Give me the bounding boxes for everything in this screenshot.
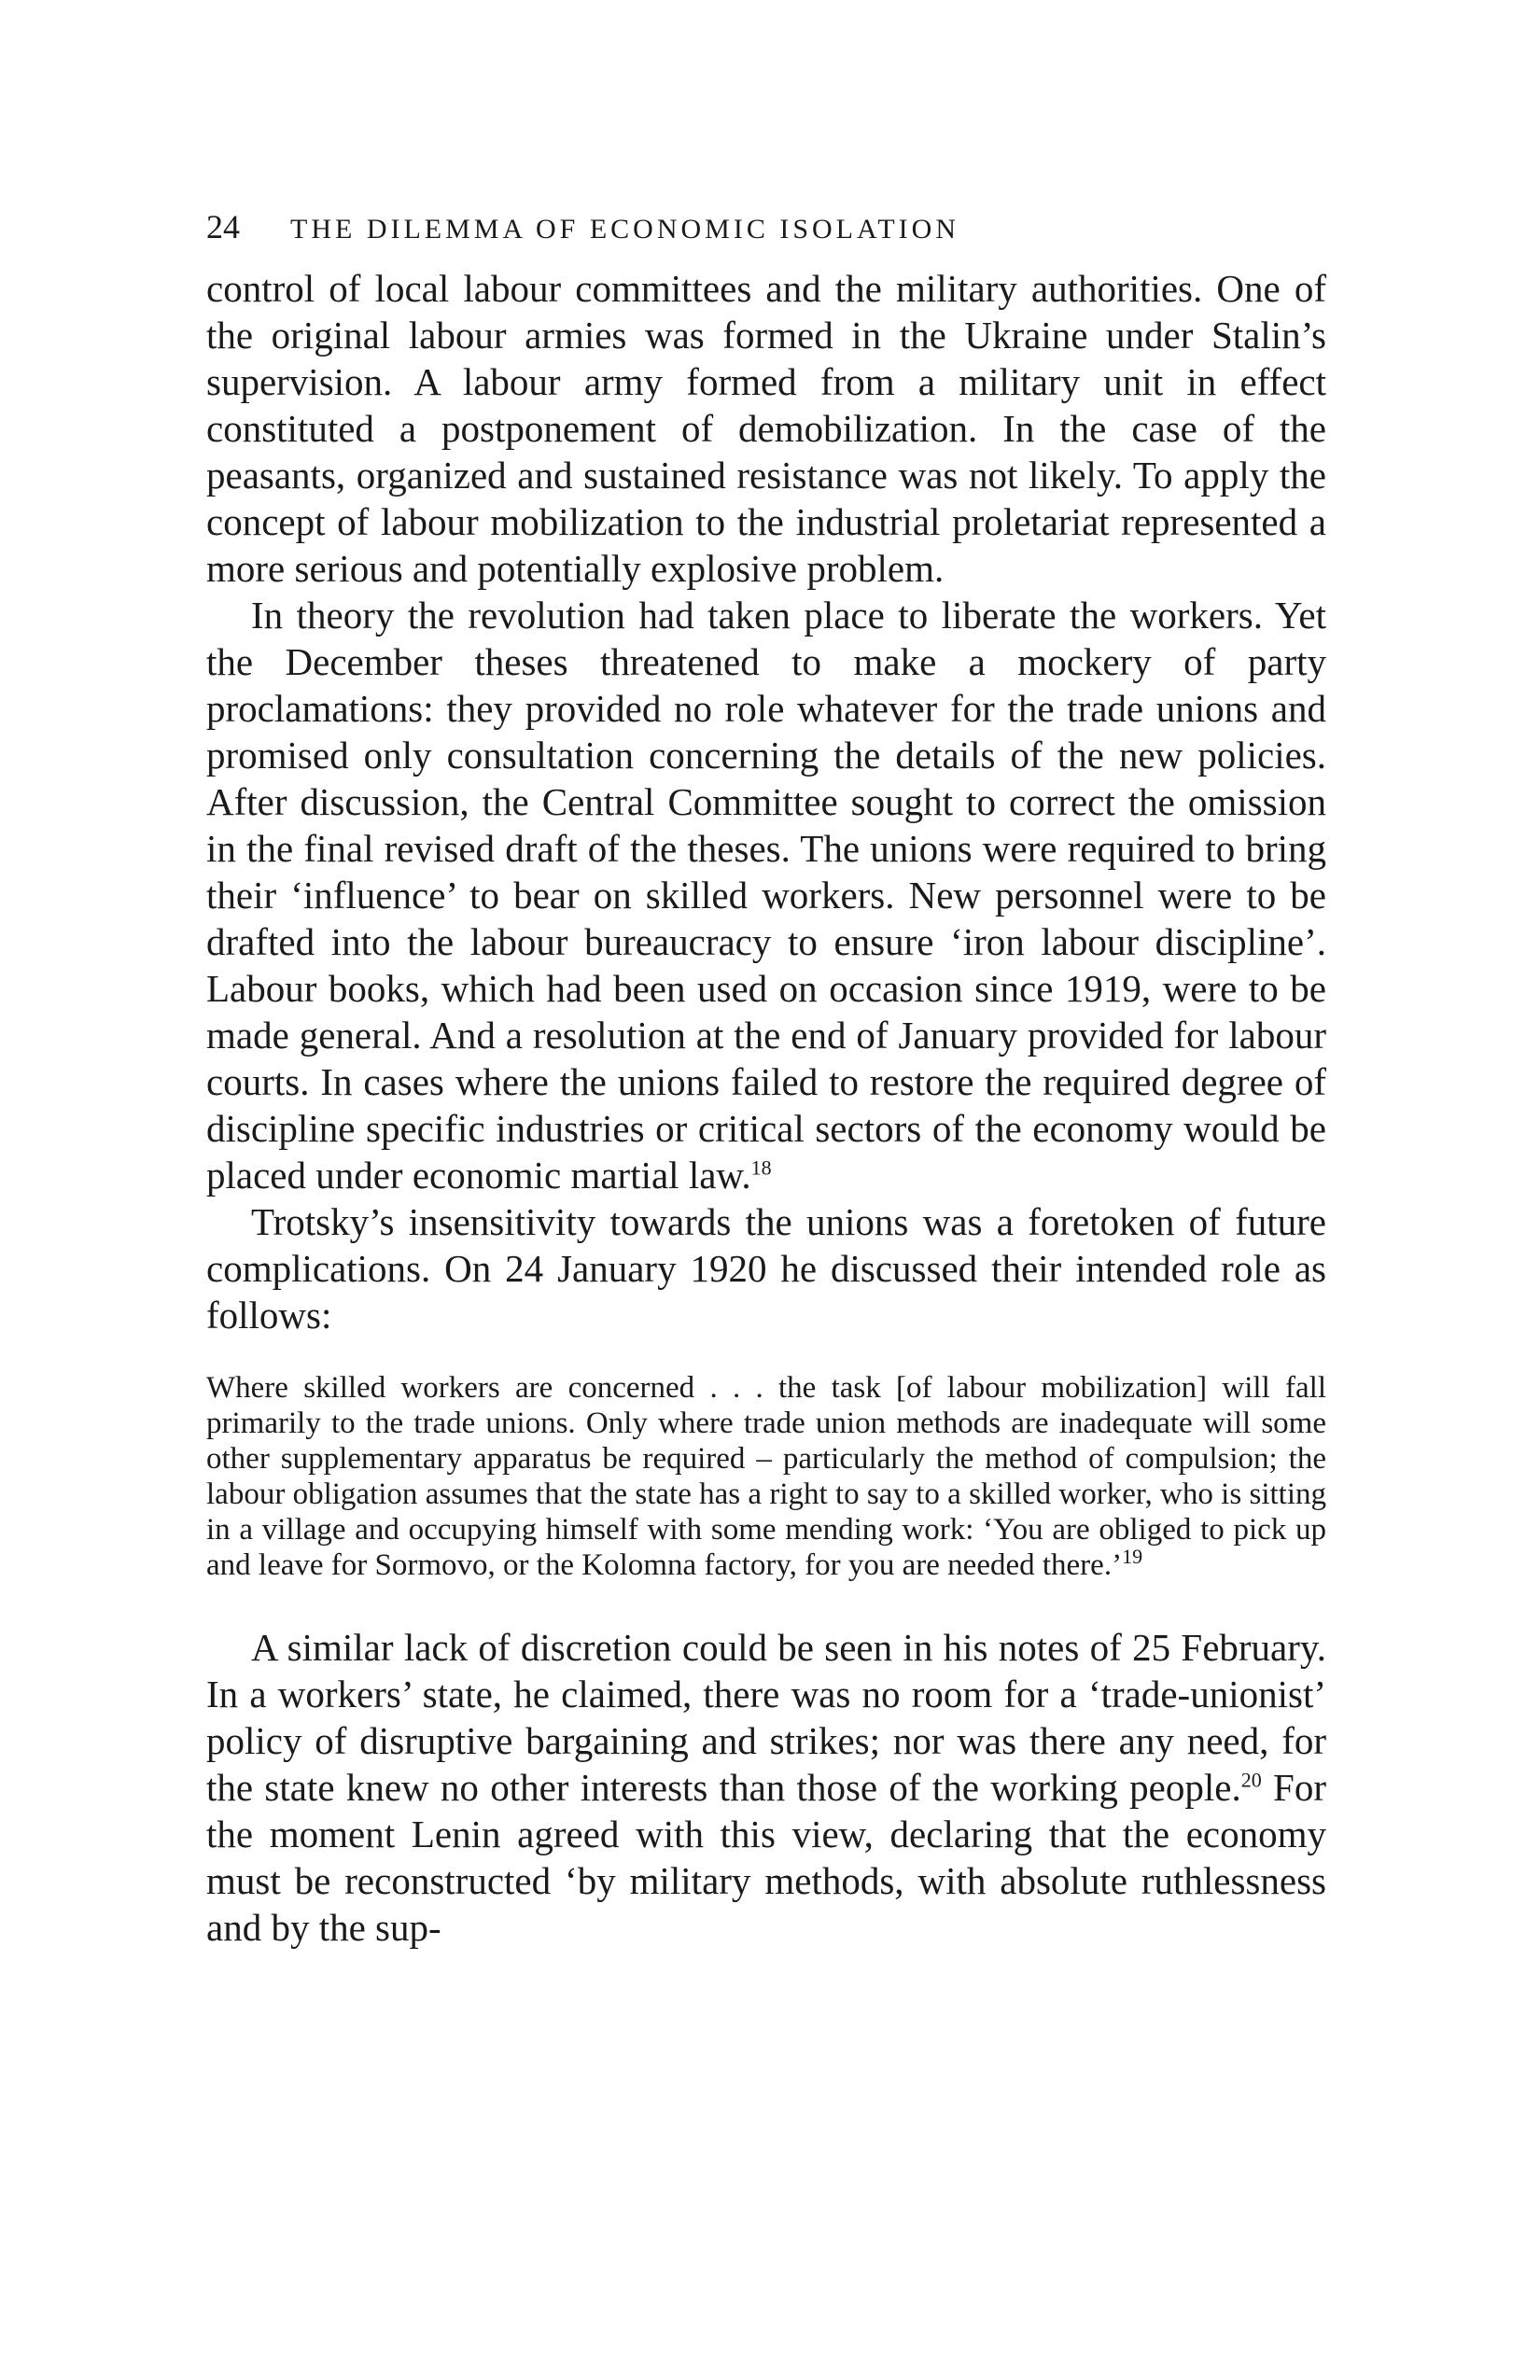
paragraph-3: Trotsky’s insensitivity towards the unions was a foretoken of future complications. On 24 January 1920 he discussed their intended role as follows: [206,1200,1326,1337]
book-page [206,207,1326,1951]
paragraph-4-text-a: A similar lack of discretion could be seen in his notes of 25 February. In a workers’ state, he claimed, there was no room for a ‘trade-unionist’ policy of disruptive bargaining and strikes; nor was there any need, for the state knew no other interests than those of the working people. [206,1626,1326,1809]
running-head [206,207,1326,246]
footnote-ref-18: 18 [750,1155,772,1180]
footnote-ref-19: 19 [1122,1545,1143,1568]
paragraph-1: control of local labour committees and the military authorities. One of the original labour armies was formed in the Ukraine under Stalin’s supervision. A labour army formed from a military unit in effect constituted a postponement of demobilization. In the case of the peasants, organized and sustained resistance was not likely. To apply the concept of labour mobilization to the industrial proletariat represented a more serious and potentially explosive problem. [206,267,1326,590]
paragraph-2-text: In theory the revolution had taken place to liberate the workers. Yet the December theses threatened to make a mockery of party proclamations: they provided no role whatever for the trade unions and promised only consultation concerning the details of the new policies. After discussion, the Central Committee sought to correct the omission in the final revised draft of the theses. The unions were required to bring their ‘influence’ to bear on skilled workers. New personnel were to be drafted into the labour bureaucracy to ensure ‘iron labour discipline’. Labour books, which had been used on occasion since 1919, were to be made general. And a resolution at the end of January provided for labour courts. In cases where the unions failed to restore the required degree of discipline specific industries or critical sectors of the economy would be placed under economic martial law. [206,594,1326,1197]
paragraph-4-text-b: For the moment Lenin agreed with this view, declaring that the economy must be reconstructed ‘by military methods, with absolute ruthlessness and by the sup- [206,1766,1326,1949]
footnote-ref-20: 20 [1240,1768,1262,1792]
running-title: THE DILEMMA OF ECONOMIC ISOLATION [290,214,959,245]
block-quote-text: Where skilled workers are concerned . . . the task [of labour mobilization] will fall primarily to the trade unions. Only where trade union methods are inadequate will some other supplementary apparatus be required – particularly the method of compulsion; the labour obligation assumes that the state has a right to say to a skilled worker, who is sitting in a village and occupying himself with some mending work: ‘You are obliged to pick up and leave for Sormovo, or the Kolomna factory, for you are needed there.’ [206,1371,1326,1582]
page-number: 24 [206,208,240,245]
paragraph-2 [206,592,1326,1198]
block-quote [206,1370,1326,1583]
paragraph-4 [206,1624,1326,1951]
